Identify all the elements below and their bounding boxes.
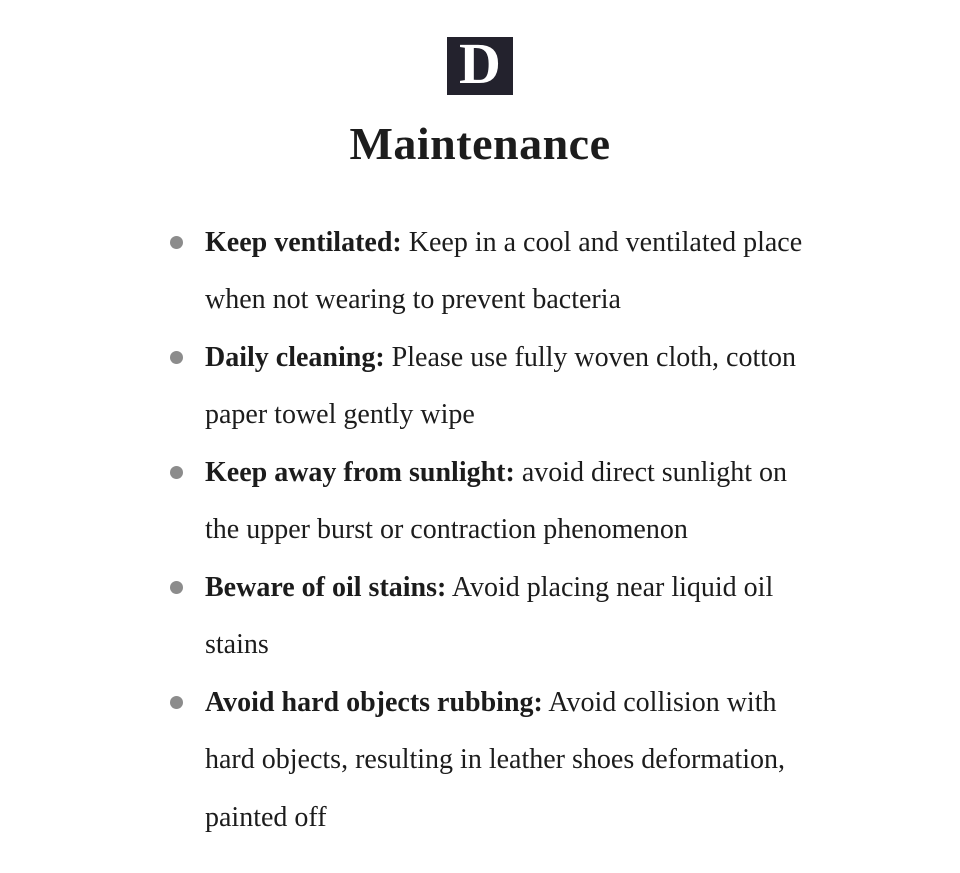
item-label: Keep away from sunlight: xyxy=(205,456,515,488)
list-item-beware-of-oil-stains xyxy=(170,559,818,674)
item-text: Please use fully woven cloth, cotton paper towel gently wipe xyxy=(205,341,797,431)
bullet-icon xyxy=(170,466,183,479)
page-title: Maintenance xyxy=(349,118,611,169)
item-text: Avoid placing near liquid oil stains xyxy=(205,571,774,661)
item-label: Keep ventilated: xyxy=(205,226,402,258)
bullet-icon xyxy=(170,351,183,364)
item-text: avoid direct sunlight on the upper burst or contraction phenomenon xyxy=(205,456,788,546)
brand-logo xyxy=(447,31,513,96)
item-label: Avoid hard objects rubbing: xyxy=(205,686,543,718)
bullet-icon xyxy=(170,696,183,709)
list-item-avoid-hard-objects-rubbing xyxy=(170,674,818,847)
list-item-keep-away-from-sunlight xyxy=(170,444,818,559)
item-text: Avoid collision with hard objects, resulting in leather shoes deformation, painted off xyxy=(205,686,786,833)
list-item-daily-cleaning xyxy=(170,329,818,444)
item-text: Keep in a cool and ventilated place when not wearing to prevent bacteria xyxy=(205,226,803,316)
maintenance-list xyxy=(170,214,818,847)
brand-logo-letter: D xyxy=(459,31,501,96)
bullet-icon xyxy=(170,581,183,594)
list-item-keep-ventilated xyxy=(170,214,818,329)
bullet-icon xyxy=(170,236,183,249)
item-label: Daily cleaning: xyxy=(205,341,385,373)
item-label: Beware of oil stains: xyxy=(205,571,447,603)
